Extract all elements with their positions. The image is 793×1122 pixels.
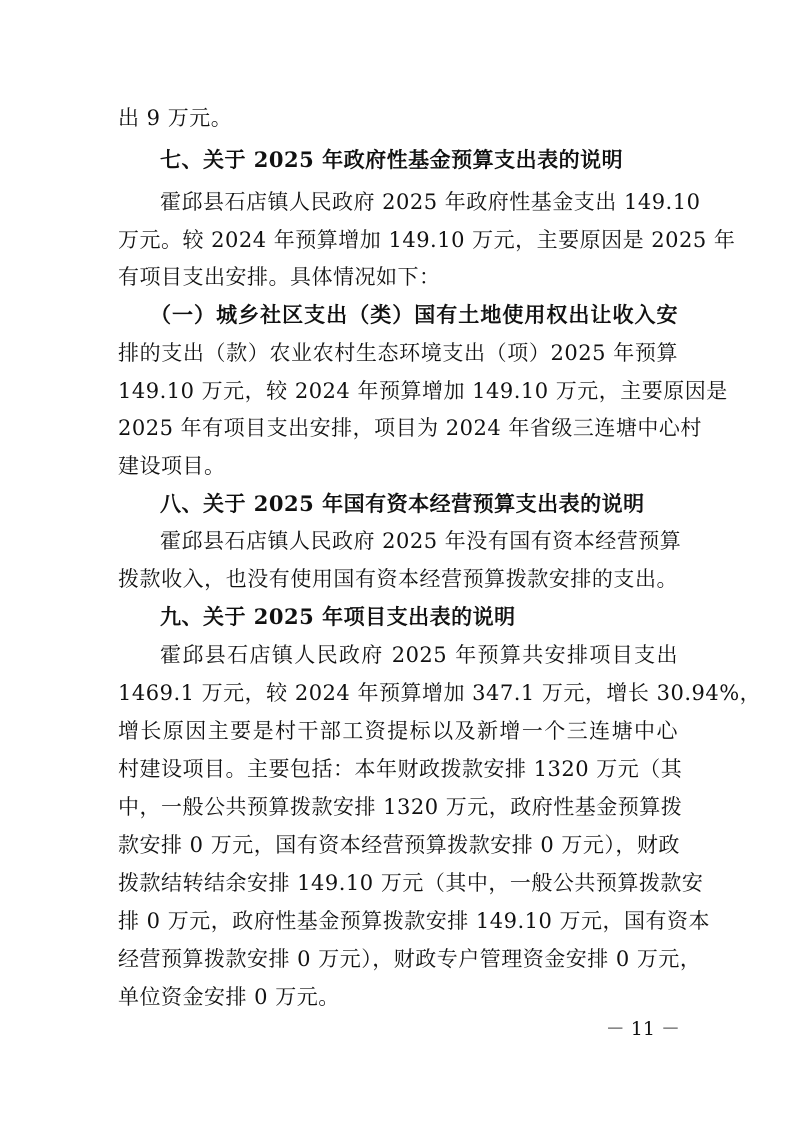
body-text-line: 有项目支出安排。具体情况如下： bbox=[118, 265, 441, 289]
body-text-line: 建设项目。 bbox=[118, 454, 226, 478]
body-text-line: 拨款结转结余安排 149.10 万元（其中，一般公共预算拨款安 bbox=[118, 871, 704, 895]
section-heading-7: 七、关于 2025 年政府性基金预算支出表的说明 bbox=[160, 147, 624, 172]
body-text-line: 拨款收入，也没有使用国有资本经营预算拨款安排的支出。 bbox=[118, 567, 678, 591]
body-text-line: 村建设项目。主要包括：本年财政拨款安排 1320 万元（其 bbox=[118, 757, 683, 781]
section-heading-8: 八、关于 2025 年国有资本经营预算支出表的说明 bbox=[160, 491, 645, 516]
body-text-line: 排的支出（款）农业农村生态环境支出（项）2025 年预算 bbox=[118, 341, 678, 365]
body-text-line: 2025 年有项目支出安排，项目为 2024 年省级三连塘中心村 bbox=[118, 416, 702, 440]
body-text-line: 霍邱县石店镇人民政府 2025 年政府性基金支出 149.10 bbox=[160, 190, 701, 214]
body-text-line: 霍邱县石店镇人民政府 2025 年预算共安排项目支出 bbox=[160, 643, 678, 667]
body-text-line: 万元。较 2024 年预算增加 149.10 万元，主要原因是 2025 年 bbox=[118, 228, 736, 252]
body-text-line: 149.10 万元，较 2024 年预算增加 149.10 万元，主要原因是 bbox=[118, 379, 728, 403]
body-text-line: 霍邱县石店镇人民政府 2025 年没有国有资本经营预算 bbox=[160, 529, 682, 553]
body-text-line: 单位资金安排 0 万元。 bbox=[118, 985, 340, 1009]
body-text-line: 1469.1 万元，较 2024 年预算增加 347.1 万元，增长 30.94%， bbox=[118, 681, 762, 705]
body-text-line: 出 9 万元。 bbox=[118, 106, 233, 130]
body-text-line: 款安排 0 万元，国有资本经营预算拨款安排 0 万元），财政 bbox=[118, 833, 680, 857]
body-text-line: 经营预算拨款安排 0 万元），财政专户管理资金安排 0 万元， bbox=[118, 947, 702, 971]
section-heading-9: 九、关于 2025 年项目支出表的说明 bbox=[160, 604, 516, 629]
page-number: － 11 － bbox=[605, 1018, 680, 1040]
body-text-line: 中，一般公共预算拨款安排 1320 万元，政府性基金预算拨 bbox=[118, 795, 683, 819]
body-text-line: 增长原因主要是村干部工资提标以及新增一个三连塘中心 bbox=[118, 719, 678, 743]
subsection-heading-1: （一）城乡社区支出（类）国有土地使用权出让收入安 bbox=[150, 302, 678, 327]
body-text-line: 排 0 万元，政府性基金预算拨款安排 149.10 万元，国有资本 bbox=[118, 909, 711, 933]
